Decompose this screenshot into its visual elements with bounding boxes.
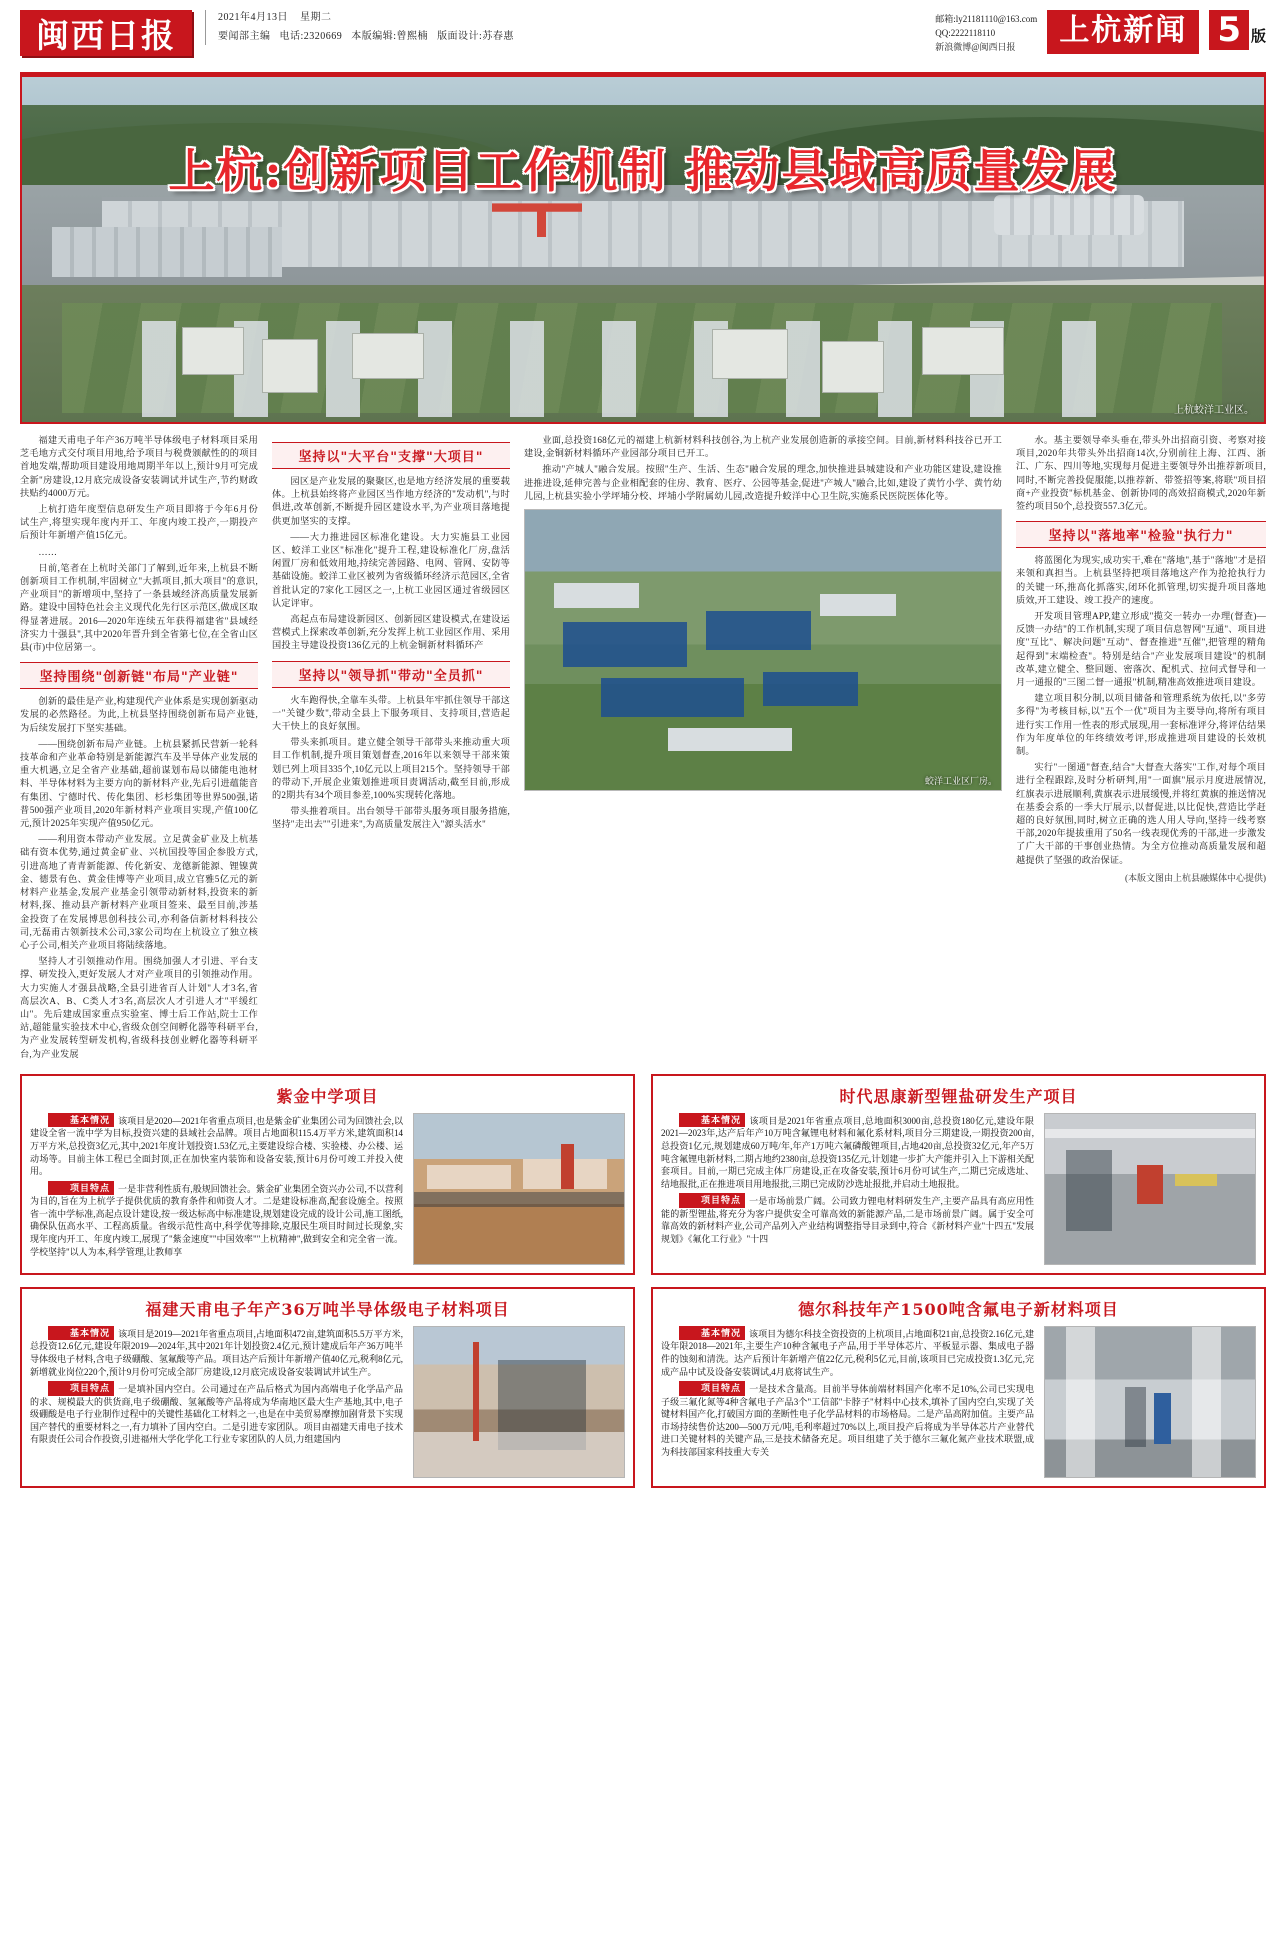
paragraph: 水。基主要领导牵头垂在,带头外出招商引资、考察对接项目,2020年共带头外出招商14次,分别前往上海、江西、浙江、广东、四川等地,实现每月促进主要领导外出推荐新项目,同时,不断完善投促服能,以推荐新、带签招等案,将联"项目招商+产业投资"标机基金、创新协同的高效招商模式,2020年新签约项目50个,总投资557.3亿元。 xyxy=(1016,435,1266,512)
point-text: 一是市场前景广阔。公司致力锂电材料研发生产,主要产品具有高应用性能的新型锂盐,将充分为客户提供安全可靠高效的新能源产品,二是市场前景广阔。属于安全可靠高效的新材料产业,公司产品列入产业结构调整指导目录到中,符合《新材料产业"十四五"发展规划》《氟化工行业》"十四 xyxy=(661,1196,1034,1245)
project-basic xyxy=(661,1326,1034,1378)
hero-credit: 上杭蛟洋工业区。 xyxy=(1174,405,1254,416)
point-tag: 项目特点 xyxy=(48,1381,114,1396)
paragraph: 高起点布局建设新园区、创新园区建设模式,在建设运营模式上探索改革创新,充分发挥上杭工业园区作用、采用国投主导建设投资136亿元的上杭金铜新材料循环产 xyxy=(272,614,510,651)
qq: QQ:2222118110 xyxy=(935,28,996,38)
weibo: 新浪微博@闽西日报 xyxy=(935,42,1016,52)
paragraph: 业面,总投资168亿元的福建上杭新材料科技创谷,为上杭产业发展创造新的承接空间。目前,新材料科技谷已开工建设,金铜新材料循环产业园部分项目已开工。 xyxy=(524,435,1002,459)
paper-name: 闽西日报 xyxy=(20,10,192,56)
project-boxes xyxy=(20,1074,1266,1488)
column-1 xyxy=(20,434,258,1064)
issue-date: 2021年4月13日 xyxy=(218,12,288,23)
paragraph: 建立项目积分制,以项目储备和管理系统为依托,以"多劳多得"为考核目标,以"五个一优"项目为主要导向,将所有项目进行实工作用一性表的形式展现,用一套标准评分,将评估结果作为年度单位的年终绩效考评,形成推进项目建设的长效机制。 xyxy=(1016,693,1266,757)
editor: 本版编辑:曾熙楠 xyxy=(351,31,429,42)
masthead-meta xyxy=(205,10,514,45)
page-number: 5 xyxy=(1209,10,1249,50)
project-point xyxy=(661,1193,1034,1245)
basic-text: 该项目是2020—2021年省重点项目,也是紫金矿业集团公司为回馈社会,以建设全省一流中学为目标,投资兴建的县域社会品牌。项目占地面积115.4万平方米,建筑面积14万平方米,总投资3亿元,其中,2021年度计划投资1.53亿元,主要建设综合楼、实验楼、办公楼、运动场等。目前主体工程已全面封顶,正在加快室内装饰和设备安装,预计6月份可竣工并投入使用。 xyxy=(30,1115,403,1177)
page-unit: 版 xyxy=(1250,29,1266,45)
project-title: 福建天甫电子年产36万吨半导体级电子材料项目 xyxy=(145,1299,510,1319)
paragraph: 日前,笔者在上杭时关部门了解到,近年来,上杭县不断创新项目工作机制,牢固树立"大抓项目,抓大项目"的意识,产业项目"的新增项中,坚持了一条县域经济高质量发展新路。建设中国特色社会主义现代化先行区示范区,做成区取得显著进展。2016—2020年连续五年获得福建省"县域经济实力十强县",其中2020年晋升到全省第七位,在全省山区县(市)中位居第一。 xyxy=(20,562,258,653)
basic-text: 该项目是2019—2021年省重点项目,占地面积472亩,建筑面积5.5万平方米,总投资12.6亿元,建设年限2019—2024年,其中2021年计划投资2.4亿元,预计建成后年产36万吨半导体级电子材料,含电子级硼酸、氢氟酸等产品。项目达产后预计年新增产值40亿元,税利8亿元,新增就业岗位220个,预计9月份可完成全部厂房建设,12月底完成设备安装调试并试生产。 xyxy=(30,1328,403,1377)
publisher-label: 要闻部主编 xyxy=(218,31,271,42)
paragraph: ——大力推进园区标准化建设。大力实施县工业园区、蛟洋工业区"标准化"提升工程,建设标准化厂房,盘活闲置厂房和低效用地,持续完善园路、电网、管网、安防等基础设施。蛟洋工业区被列为省级循环经济示范园区,全省首批认定的7家化工园区之一,上杭工业园区通过省级园区认定评审。 xyxy=(272,531,510,608)
project-title: 德尔科技年产1500吨含氟电子新材料项目 xyxy=(798,1299,1119,1319)
article-credit: (本版文图由上杭县融媒体中心提供) xyxy=(1125,872,1266,883)
paragraph: ——围绕创新布局产业链。上杭县紧抓民营新一轮科技革命和产业革命特别是新能源汽车及半导体产业发展的重大机遇,立足全省产业基础,超前谋划布局以储能电池材料、半导体材料为主要方向的新材料产业,先后引进蕴能音有集团、宁德时代、传化集团、杉杉集团等世界500强,诺普500强产业项目,2020年新材料产业项目实现,产值100亿元,预计2025年实现产值950亿元。 xyxy=(20,738,258,829)
project-box-tianfu-electronic-materials xyxy=(20,1287,635,1488)
point-tag: 项目特点 xyxy=(679,1381,745,1396)
paragraph: 推动"产城人"融合发展。按照"生产、生活、生态"融合发展的理念,加快推进县城建设和产业功能区建设,建设推进推进设,延伸完善与企业相配套的住房、教育、医疗、公园等基金,促进"产城人"融合,比如,建设了黄竹小学、黄竹幼儿园,上杭县实验小学坪埔分校、坪埔小学附属幼儿园,改造提升蛟洋中心卫生院,实施系民医院医体化等。 xyxy=(524,464,1002,501)
project-photo xyxy=(413,1326,625,1478)
paragraph: 园区是产业发展的聚聚区,也是地方经济发展的重要载体。上杭县始终将产业园区当作地方经济的"发动机",与时俱进,改革创新,不断提升园区建设水平,为产业项目落地提供更加坚实的支撑。 xyxy=(272,476,510,526)
project-basic xyxy=(30,1326,403,1378)
section-title: 上杭新闻 xyxy=(1047,10,1199,54)
masthead-right xyxy=(935,10,1266,54)
designer: 版面设计:苏春惠 xyxy=(437,31,514,42)
issue-weekday: 星期二 xyxy=(300,12,332,23)
project-photo xyxy=(1044,1113,1256,1265)
paragraph: 实行"一图通"督查,结合"大督查大落实"工作,对每个项目进行全程跟踪,及时分析研判,用"一面旗"展示月度进展情况,红旗表示进展顺利,黄旗表示进展缓慢,并将红黄旗的推送情况在基委会系的一季大厅展示,以督促进,以比促快,营造比学赶超的良好氛围,同时,树立正确的选人用人导向,坚持一线考察干部,2020年提拔重用了50名一线表现优秀的干部,进一步激发了广大干部的干事创业热情。为全方位推动高质量发展和超越提供了坚强的政治保证。 xyxy=(1016,762,1266,865)
basic-tag: 基本情况 xyxy=(679,1326,745,1341)
project-photo xyxy=(1044,1326,1256,1478)
point-tag: 项目特点 xyxy=(48,1181,114,1196)
paragraph: 火车跑得快,全靠车头带。上杭县年牢抓住领导干部这一"关键少数",带动全县上下服务项目、支持项目,营造起大干快上的良好氛围。 xyxy=(272,694,510,732)
paragraph: 创新的最佳是产业,构建现代产业体系是实现创新驱动发展的必然路径。为此,上杭县坚持围绕创新布局产业链,为后续发展打下坚实基础。 xyxy=(20,696,258,733)
paragraph: ——利用资本带动产业发展。立足黄金矿业及上杭基础有资本优势,通过黄金矿业、兴杭国投等国企参股方式,引进高地了青青新能源、传化新安、龙德新能源、锂镍黄金、德景有色、黄金佳博等产业项目,成立官雅5亿元的新材料产业基金,发展产业基金引领带动新材料,投资来的新材料,探、推动县产新材料产业项目签来、最至目前,涉基金投资了在发展博思创科技公司,亦利备信新材料科技公司,无磊甫古领新技术公司,3家公司均在上杭设立了独立核心子公司,相关产业项目将陆续落地。 xyxy=(20,834,258,950)
column-3 xyxy=(524,434,1002,1064)
project-photo xyxy=(413,1113,625,1265)
project-point xyxy=(30,1381,403,1446)
basic-text: 该项目是2021年省重点项目,总地面积3000亩,总投资180亿元,建设年限2021—2023年,达产后年产10万吨含氟锂电材料和氟化系材料,项目分三期建设,一期投资200亩,总投资1亿元,规划建成60万吨/年,年产1万吨六氟磷酸锂项目,占地420亩,总投资32亿元,年产5万吨含氟锂电新材料,二期占地约2380亩,总投资135亿元,计划建一步扩大产能并引入上下游相关配套项目。目前,一期已完成主体厂房建设,正在攻备安装,预计6月份可试生产,二期已完成选址、结地报批,正在推进项目用地报批,三期已完成防沙选址报批,并启动土地报批。 xyxy=(661,1115,1034,1189)
point-text: 一是填补国内空白。公司通过在产品后格式为国内高端电子化学品产品的求、规模最大的供货商,电子级硼酸、氢氟酸等产品将成为华南地区最大生产基地,其中,电子级硼酸是电子行业制作过程中的关键性基础化工材料之一,也是在中美贸易摩擦加剧背景下实现国产替代的重要材料之一,有力填补了国内空白。二是引进专家团队。项目由福建天甫电子技术有限责任公司合作投资,引进福州大学化学化工行业专家团队的人员,力组建国内 xyxy=(30,1384,403,1445)
basic-text: 该项目为德尔科技全资投资的上杭项目,占地面积21亩,总投资2.16亿元,建设年限2018—2021年,主要生产10种含氟电子产品,用于半导体芯片、平板显示器、集成电子器件的蚀刻和清洗。达产后预计年新增产值22亿元,税利5亿元,目前,该项目已完成投资1.3亿元,完成产品中试及设备安装调试,4月底将试生产。 xyxy=(661,1328,1034,1377)
section-heading-4: 坚持以"落地率"检验"执行力" xyxy=(1016,521,1266,548)
email: 邮箱:ly21181110@163.com xyxy=(935,14,1038,24)
page-number-badge xyxy=(1209,10,1266,50)
paragraph: 带头推着项目。出台领导干部带头服务项目服务措施,坚持"走出去""引进来",为高质量发展注入"源头活水" xyxy=(272,806,510,830)
project-box-deer-fluorine-materials xyxy=(651,1287,1266,1488)
project-point xyxy=(661,1381,1034,1459)
paragraph: …… xyxy=(38,546,58,557)
column-2 xyxy=(272,434,510,1064)
phone: 电话:2320669 xyxy=(279,31,343,42)
paragraph: 开发项目管理APP,建立形成"揽交一转办一办理(督查)—反馈一办结"的工作机制,实现了项目信息智网"互通"、项目进度"互比"、解决问题"互动"、督查推进"互催",把管理的精角起得到"末端检查"。特别是结合"产业发展项目建设"的机制改革,建立健全、整回题、密落次、配机式、拉问式督导和一月一通报的"三图二督一通报"机制,精准高效推进项目建设。 xyxy=(1016,611,1266,688)
project-title: 时代思康新型锂盐研发生产项目 xyxy=(839,1086,1078,1106)
project-box-zijin-middle-school xyxy=(20,1074,635,1275)
project-basic xyxy=(30,1113,403,1178)
paragraph: 将蓝图化为现实,成功实干,难在"落地",基于"落地"才是招来领和真担当。上杭县坚持把项目落地这产作为抢抢执行力的关键一环,推高化抓落实,闭环化抓管理,切实提升项目落地质效,开工建设、竣工投产的速度。 xyxy=(1016,555,1266,605)
paragraph: 带头来抓项目。建立健全领导干部带头来推动重大项目工作机制,提升项目策划督查,2016年以来领导干部来策划已列上项目335个,10亿元以上项目215个。坚持领导干部的带动下,开展企业策划推进项目责调活动,截至目前,形成的2期共有34个项目参差,100%实现转化落地。 xyxy=(272,737,510,801)
paragraph: 上杭打造年度型信息研发生产项目即将于今年6月份试生产,将望实现年度内开工、年度内竣工投产,一期投产后预计年新增产值15亿元。 xyxy=(20,504,258,541)
hero-headline: 上杭:创新项目工作机制 推动县域高质量发展 xyxy=(168,144,1118,198)
paper-logo xyxy=(20,10,195,60)
basic-tag: 基本情况 xyxy=(48,1113,114,1128)
hero-photo xyxy=(20,75,1266,424)
contact-block xyxy=(935,10,1037,54)
paragraph: 福建天甫电子年产36万吨半导体级电子材料项目采用芝毛地方式交付项目用地,给予项目与税费颁献性的的项目首地发端,帮助项目建设用地周期半年以上,预计9月可完成全新"房建设,12月底完成设备安装调试并试生产,节约财政扶贴约4000万元。 xyxy=(20,435,258,498)
photo-caption: 蛟洋工业区厂房。 xyxy=(924,776,997,787)
basic-tag: 基本情况 xyxy=(48,1326,114,1341)
column-4 xyxy=(1016,434,1266,1064)
article-body xyxy=(20,434,1266,1064)
section-heading-2: 坚持以"大平台"支撑"大项目" xyxy=(272,442,510,469)
project-basic xyxy=(661,1113,1034,1191)
paragraph: 坚持人才引领推动作用。围绕加强人才引进、平台支撑、研发投入,更好发展人才对产业项目的引领推动作用。大力实施人才强县战略,全县引进省百人计划"人才3名,省高层次A、B、C类人才3名,高层次人才引进人才"平缓红山"。先后建成国家重点实验室、博士后工作站,院士工作站,超能量实验技术中心,省级众创空间孵化器等科研平台,为产业发展转型研发机构,省级科技创业孵化器等科研平台,为产业发展 xyxy=(20,956,258,1059)
project-point xyxy=(30,1181,403,1259)
point-text: 一是技术含量高。目前半导体前端材料国产化率不足10%,公司已实现电子级三氟化氮等4种含氟电子产品3个"工信部"卡脖子"材料中心技术,填补了国内空白,实现了关键材料国产化,打破国方面的垄断性电子化学品材料的市场格局。二是产品高附加值。主要产品市场持续售价达200—500万元/吨,毛利率超过70%以上,项目投产后将成为半导体芯片产业替代进口关键材料的关键产品,三是技术储备充足。项目组建了关于德尔三氟化氮产业技术联盟,成为科技部国家科技重大专关 xyxy=(661,1384,1034,1458)
basic-tag: 基本情况 xyxy=(679,1113,745,1128)
point-tag: 项目特点 xyxy=(679,1193,745,1208)
section-heading-1: 坚持围绕"创新链"布局"产业链" xyxy=(20,662,258,689)
masthead xyxy=(16,0,1270,70)
project-box-times-sikang-lithium xyxy=(651,1074,1266,1275)
project-title: 紫金中学项目 xyxy=(276,1086,379,1106)
point-text: 一是非营利性质有,般规回馈社会。紫金矿业集团全资兴办公司,不以营利为目的,旨在为上杭学子提供优质的教育条件和师资人才。二是建设标准高,配套设施全。按照省一流中学标准,高起点设计建设,按一级达标高中标准建设,规划建设完成的设计公司,施工图纸,确保队伍高水平、工程高质量。省级示范性高中,科学优等排除,克服民生项目时间过长现象,实现年度内开工、年度内竣工,展现了"紫金速度""中国效率""上杭精神",做到安全和完全省一流。学校坚持"以人为本,科学管理,让教师享 xyxy=(30,1183,403,1257)
section-heading-3: 坚持以"领导抓"带动"全员抓" xyxy=(272,661,510,688)
aerial-industrial-photo xyxy=(524,509,1002,791)
